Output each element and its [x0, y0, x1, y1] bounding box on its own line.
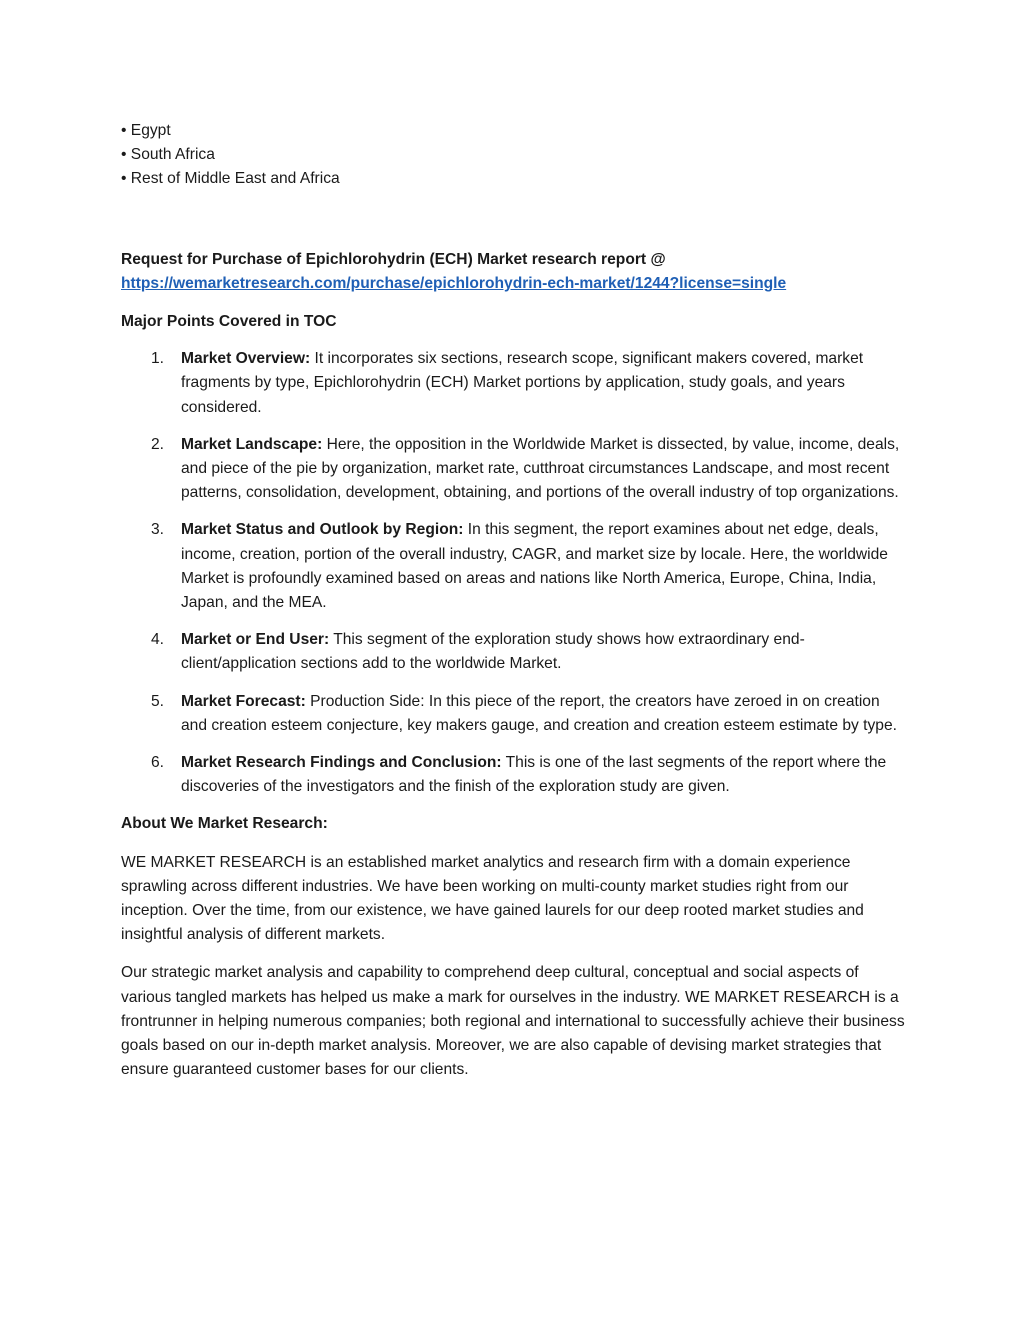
toc-item-number: 6. [151, 754, 165, 772]
toc-list [121, 347, 906, 799]
toc-item-title: Market Landscape: [181, 435, 323, 453]
region-item: • Rest of Middle East and Africa [121, 170, 340, 188]
toc-item-text: Here, the opposition in the Worldwide Market is dissected, by value, income, deals, and piece of the pie by organization, market rate, cutthroat circumstances Landscape, and most recent patterns, consolidation, development, obtaining, and portions of the overall industry of top organizations. [181, 435, 900, 502]
toc-item-title: Market or End User: [181, 631, 330, 649]
region-item: • South Africa [121, 146, 215, 164]
toc-item [121, 628, 906, 676]
region-list [121, 119, 906, 192]
toc-item-title: Market Forecast: [181, 692, 306, 710]
toc-item-number: 1. [151, 350, 165, 368]
toc-item [121, 751, 906, 799]
toc-item-text: In this segment, the report examines about net edge, deals, income, creation, portion of the overall industry, CAGR, and market size by locale. Here, the worldwide Market is profoundly examined based on areas and nations like North America, Europe, China, India, Japan, and the MEA. [181, 521, 888, 612]
toc-item [121, 518, 906, 615]
toc-item-title: Market Research Findings and Conclusion: [181, 754, 502, 772]
about-paragraph: Our strategic market analysis and capability to comprehend deep cultural, conceptual and social aspects of various tangled markets has helped us make a mark for ourselves in the industry. WE MARKET RESEARCH is a frontrunner in helping numerous companies; both regional and international to successfully achieve their business goals based on our in-depth market analysis. Moreover, we are also capable of devising market strategies that ensure guaranteed customer bases for our clients. [121, 964, 905, 1079]
purchase-link[interactable]: https://wemarketresearch.com/purchase/epichlorohydrin-ech-market/1244?license=single [121, 274, 787, 292]
toc-heading: Major Points Covered in TOC [121, 313, 337, 331]
toc-item-number: 3. [151, 521, 165, 539]
toc-item-text: This segment of the exploration study shows how extraordinary end-client/application sections add to the worldwide Market. [181, 631, 805, 673]
toc-item-text: It incorporates six sections, research scope, significant makers covered, market fragments by type, Epichlorohydrin (ECH) Market portions by application, study goals, and years considered. [181, 350, 864, 416]
toc-item-text: This is one of the last segments of the report where the discoveries of the investigators and the finish of the exploration study are given. [181, 754, 887, 796]
toc-item [121, 690, 906, 738]
toc-item-number: 5. [151, 692, 165, 710]
document-page [121, 119, 906, 1083]
toc-item-text: Production Side: In this piece of the report, the creators have zeroed in on creation and creation esteem conjecture, key makers gauge, and creation and creation esteem estimate by type. [181, 692, 897, 734]
toc-item-number: 4. [151, 631, 165, 649]
toc-item-number: 2. [151, 435, 165, 453]
purchase-request [121, 248, 906, 296]
about-paragraph: WE MARKET RESEARCH is an established market analytics and research firm with a domain experience sprawling across different industries. We have been working on multi-county market studies right from our inception. Over the time, from our existence, we have gained laurels for our deep rooted market studies and insightful analysis of different markets. [121, 853, 864, 944]
toc-item [121, 433, 906, 506]
toc-item-title: Market Status and Outlook by Region: [181, 521, 464, 539]
toc-item-title: Market Overview: [181, 350, 311, 368]
toc-item [121, 347, 906, 420]
purchase-request-label: Request for Purchase of Epichlorohydrin (ECH) Market research report @ [121, 250, 666, 268]
region-item: • Egypt [121, 122, 171, 139]
about-heading: About We Market Research: [121, 815, 328, 833]
